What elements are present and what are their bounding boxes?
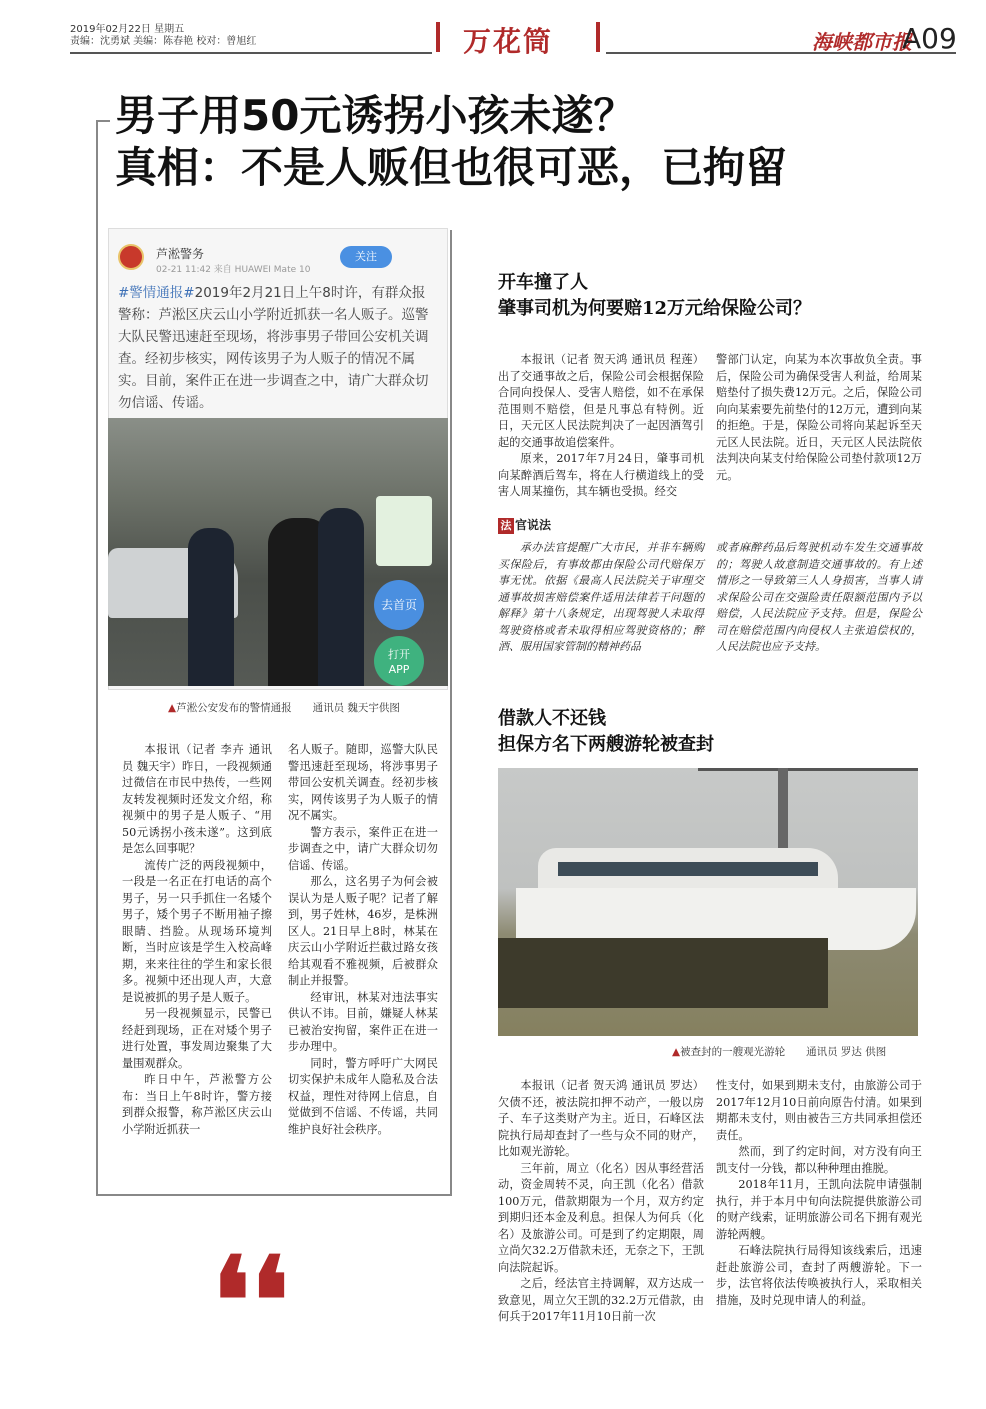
section-bar-left [436,22,440,52]
main-col1-p4: 昨日中午，芦淞警方公布：当日上午8时许，警方接到群众报警，称芦淞区庆云山小学附近抓获一 [122,1073,272,1136]
article3-title [498,706,714,758]
open-app-button[interactable] [374,636,424,686]
judge-section-label [498,516,551,534]
quote-mark-icon: ❛❛ [212,1231,290,1372]
header-editors: 责编：沈勇斌 美编：陈春艳 校对：曾旭红 [70,36,257,47]
article3-col2-p1: 性支付，如果到期未支付，由旅游公司于2017年12月10日前向原告付清。如果到期都未支付，则由被告三方共同承担偿还责任。 [716,1079,922,1142]
article3-title-line2: 担保方名下两艘游轮被查封 [498,734,714,755]
judge-col2 [716,540,922,656]
article3-col1-p3: 之后，经法官主持调解，双方达成一致意见，周立欠王凯的32.2万元借款，由何兵于2017年11月10日前一次 [498,1277,704,1323]
photo1-caption: ▲芦淞公安发布的警情通报 通讯员 魏天宇供图 [168,702,400,714]
main-headline [115,90,787,194]
article2-title-line1: 开车撞了人 [498,272,588,293]
main-headline-line2: 真相：不是人贩但也很可恶，已拘留 [115,143,788,192]
police-badge-icon [118,244,144,270]
article2-col1 [498,352,704,501]
main-col2-p3: 那么，这名男子为何会被误认为是人贩子呢？记者了解到，男子姓林，46岁，是株洲区人。21日早上8时，林某在庆云山小学附近拦截过路女孩给其观看不雅视频，后被群众制止并报警。 [288,875,438,987]
open-app-line1: 打开 [388,648,410,661]
judge-label-text: 官说法 [515,518,552,532]
photo2-caption: ▲被查封的一艘观光游轮 通讯员 罗达 供图 [672,1046,887,1058]
post-text [118,282,438,414]
frame-bottom [96,1194,452,1196]
main-col2 [288,742,438,1138]
judge-label-box: 法 [498,518,514,534]
follow-button[interactable]: 关注 [340,246,392,268]
boat-windows [558,862,818,876]
page-number: A09 [902,22,957,55]
article3-col1 [498,1078,704,1326]
main-col2-p5: 同时，警方呼吁广大网民切实保护未成年人隐私及合法权益，理性对待网上信息，自觉做到不信谣、不传谣，共同维护良好社会秩序。 [288,1056,438,1136]
pier [498,938,828,1008]
article2-col1-p1: 本报讯（记者 贺天鸿 通讯员 程莲）出了交通事故之后，保险公司会根据保险合同向投保人、受害人赔偿，如不在承保范围则不赔偿，但是凡事总有特例。近日，天元区人民法院判决了一起因酒驾引起的交通事故追偿案件。 [498,353,704,449]
article2-col1-p2: 原来，2017年7月24日，肇事司机向某醉酒后驾车，将在人行横道线上的受害人周某撞伤，其车辆也受损。经交 [498,452,704,498]
article3-col1-p2: 三年前，周立（化名）因从事经营活动，资金周转不灵，向王凯（化名）借款100万元，借款期限为一个月，双方约定到期归还本金及利息。担保人为何兵（化名）及旅游公司。可是到了约定期限，周立尚欠32.2万借款未还，无奈之下，王凯向法院起诉。 [498,1161,704,1274]
main-col1-p2: 流传广泛的两段视频中，一段是一名正在打电话的高个男子，另一只手抓住一名矮个男子，矮个男子不断用袖子擦眼睛、挡脸。从现场环境判断，当时应该是学生入校高峰期，来来往往的学生和家长很多。视频中还出现人声，大意是说被抓的男子是人贩子。 [122,858,272,1004]
officer-left [188,528,234,686]
main-col1 [122,742,272,1138]
article3-title-line1: 借款人不还钱 [498,708,606,729]
judge-col1 [498,540,704,656]
frame-left [96,120,98,1196]
post-hashtag[interactable]: #警情通报# [118,285,195,301]
article2-col2-p1: 警部门认定，向某为本次事故负全责。事后，保险公司为确保受害人利益，给周某赔垫付了损失费12万元。之后，保险公司向向某索要先前垫付的12万元，遭到向某的拒绝。于是，保险公司将向某起诉至天元区人民法院。近日，天元区人民法院依法判决向某支付给保险公司垫付款项12万元。 [716,353,922,482]
frame-top [96,120,110,122]
judge-col2-p1: 或者麻醉药品后驾驶机动车发生交通事故的；驾驶人故意制造交通事故的。有上述情形之一导致第三人人身损害，当事人请求保险公司在交强险责任限额范围内予以赔偿，人民法院应予支持。但是，保险公司在赔偿范围内向侵权人主张追偿权的，人民法院也应予支持。 [716,541,922,653]
article3-col2-p2: 然而，到了约定时间，对方没有向王凯支付一分钱，都以种种理由推脱。 [716,1145,922,1175]
header-date-block [70,24,256,48]
header-date: 2019年02月22日 星期五 [70,24,185,35]
account-name: 芦淞警务 [156,247,205,261]
article3-col2-p4: 石峰法院执行局得知该线索后，迅速赶赴旅游公司，查封了两艘游轮。下一步，法官将依法传唤被执行人，采取相关措施，及时兑现申请人的利益。 [716,1244,922,1307]
photo2-caption-text: 被查封的一艘观光游轮 通讯员 罗达 供图 [680,1046,887,1058]
header-rule-left [70,52,432,54]
cruise-boat-photo [498,768,918,1036]
article2-title-line2: 肇事司机为何要赔12万元给保险公司？ [498,298,812,319]
open-app-line2: APP [388,663,410,676]
police-photo [108,418,448,686]
main-col2-p4: 经审讯，林某对违法事实供认不讳。目前，嫌疑人林某已被治安拘留，案件正在进一步办理中。 [288,990,438,1053]
article2-col2 [716,352,922,484]
go-home-button[interactable]: 去首页 [374,580,424,630]
article3-col2-p3: 2018年11月，王凯向法院申请强制执行，并于本月中旬向法院提供旅游公司的财产线索，证明旅游公司名下拥有观光游轮两艘。 [716,1178,922,1241]
main-col1-p3: 另一段视频显示，民警已经赶到现场，正在对矮个男子进行处置，事发周边聚集了大量围观群众。 [122,1007,272,1070]
section-title: 万花筒 [463,25,554,58]
post-body: 2019年2月21日上午8时许，有群众报警称：芦淞区庆云山小学附近抓获一名人贩子。巡警大队民警迅速赶至现场，将涉事男子带回公安机关调查。经初步核实，网传该男子为人贩子的情况不属实。目前，案件正在进一步调查之中，请广大群众切勿信谣、传谣。 [118,285,429,411]
article3-col1-p1: 本报讯（记者 贺天鸿 通讯员 罗达）欠债不还，被法院扣押不动产，一般以房子、车子这类财产为主。近日，石峰区法院执行局却查封了一些与众不同的财产，比如观光游轮。 [498,1079,704,1158]
photo1-caption-text: 芦淞公安发布的警情通报 通讯员 魏天宇供图 [176,702,400,714]
frame-right [450,230,452,1196]
main-col2-p2: 警方表示，案件正在进一步调查之中，请广大群众切勿信谣、传谣。 [288,825,438,872]
main-headline-line1: 男子用50元诱拐小孩未遂？ [115,91,636,140]
main-col2-p1: 名人贩子。随即，巡警大队民警迅速赶至现场，将涉事男子带回公安机关调查。经初步核实，网传该男子为人贩子的情况不属实。 [288,743,438,822]
section-bar-right [596,22,600,52]
bridge [698,768,918,858]
officer-right [318,508,364,686]
ad-thumbnail [376,496,432,566]
paper-logo: 海峡都市报 [812,30,912,54]
main-col1-p1: 本报讯（记者 李卉 通讯员 魏天宇）昨日，一段视频通过微信在市民中热传，一些网友转发视频时还发文介绍，称视频中的男子是人贩子、“用50元诱拐小孩未遂”。这到底是怎么回事呢？ [122,743,272,855]
post-meta: 02-21 11:42 来自 HUAWEI Mate 10 [156,265,311,275]
article2-title [498,270,811,322]
article3-col2 [716,1078,922,1309]
judge-col1-p1: 承办法官提醒广大市民，并非车辆购买保险后，有事故都由保险公司代赔保万事无忧。依据《最高人民法院关于审理交通事故损害赔偿案件适用法律若干问题的解释》第十八条规定，出现驾驶人未取得驾驶资格或者未取得相应驾驶资格的；醉酒、服用国家管制的精神药品 [498,541,704,653]
